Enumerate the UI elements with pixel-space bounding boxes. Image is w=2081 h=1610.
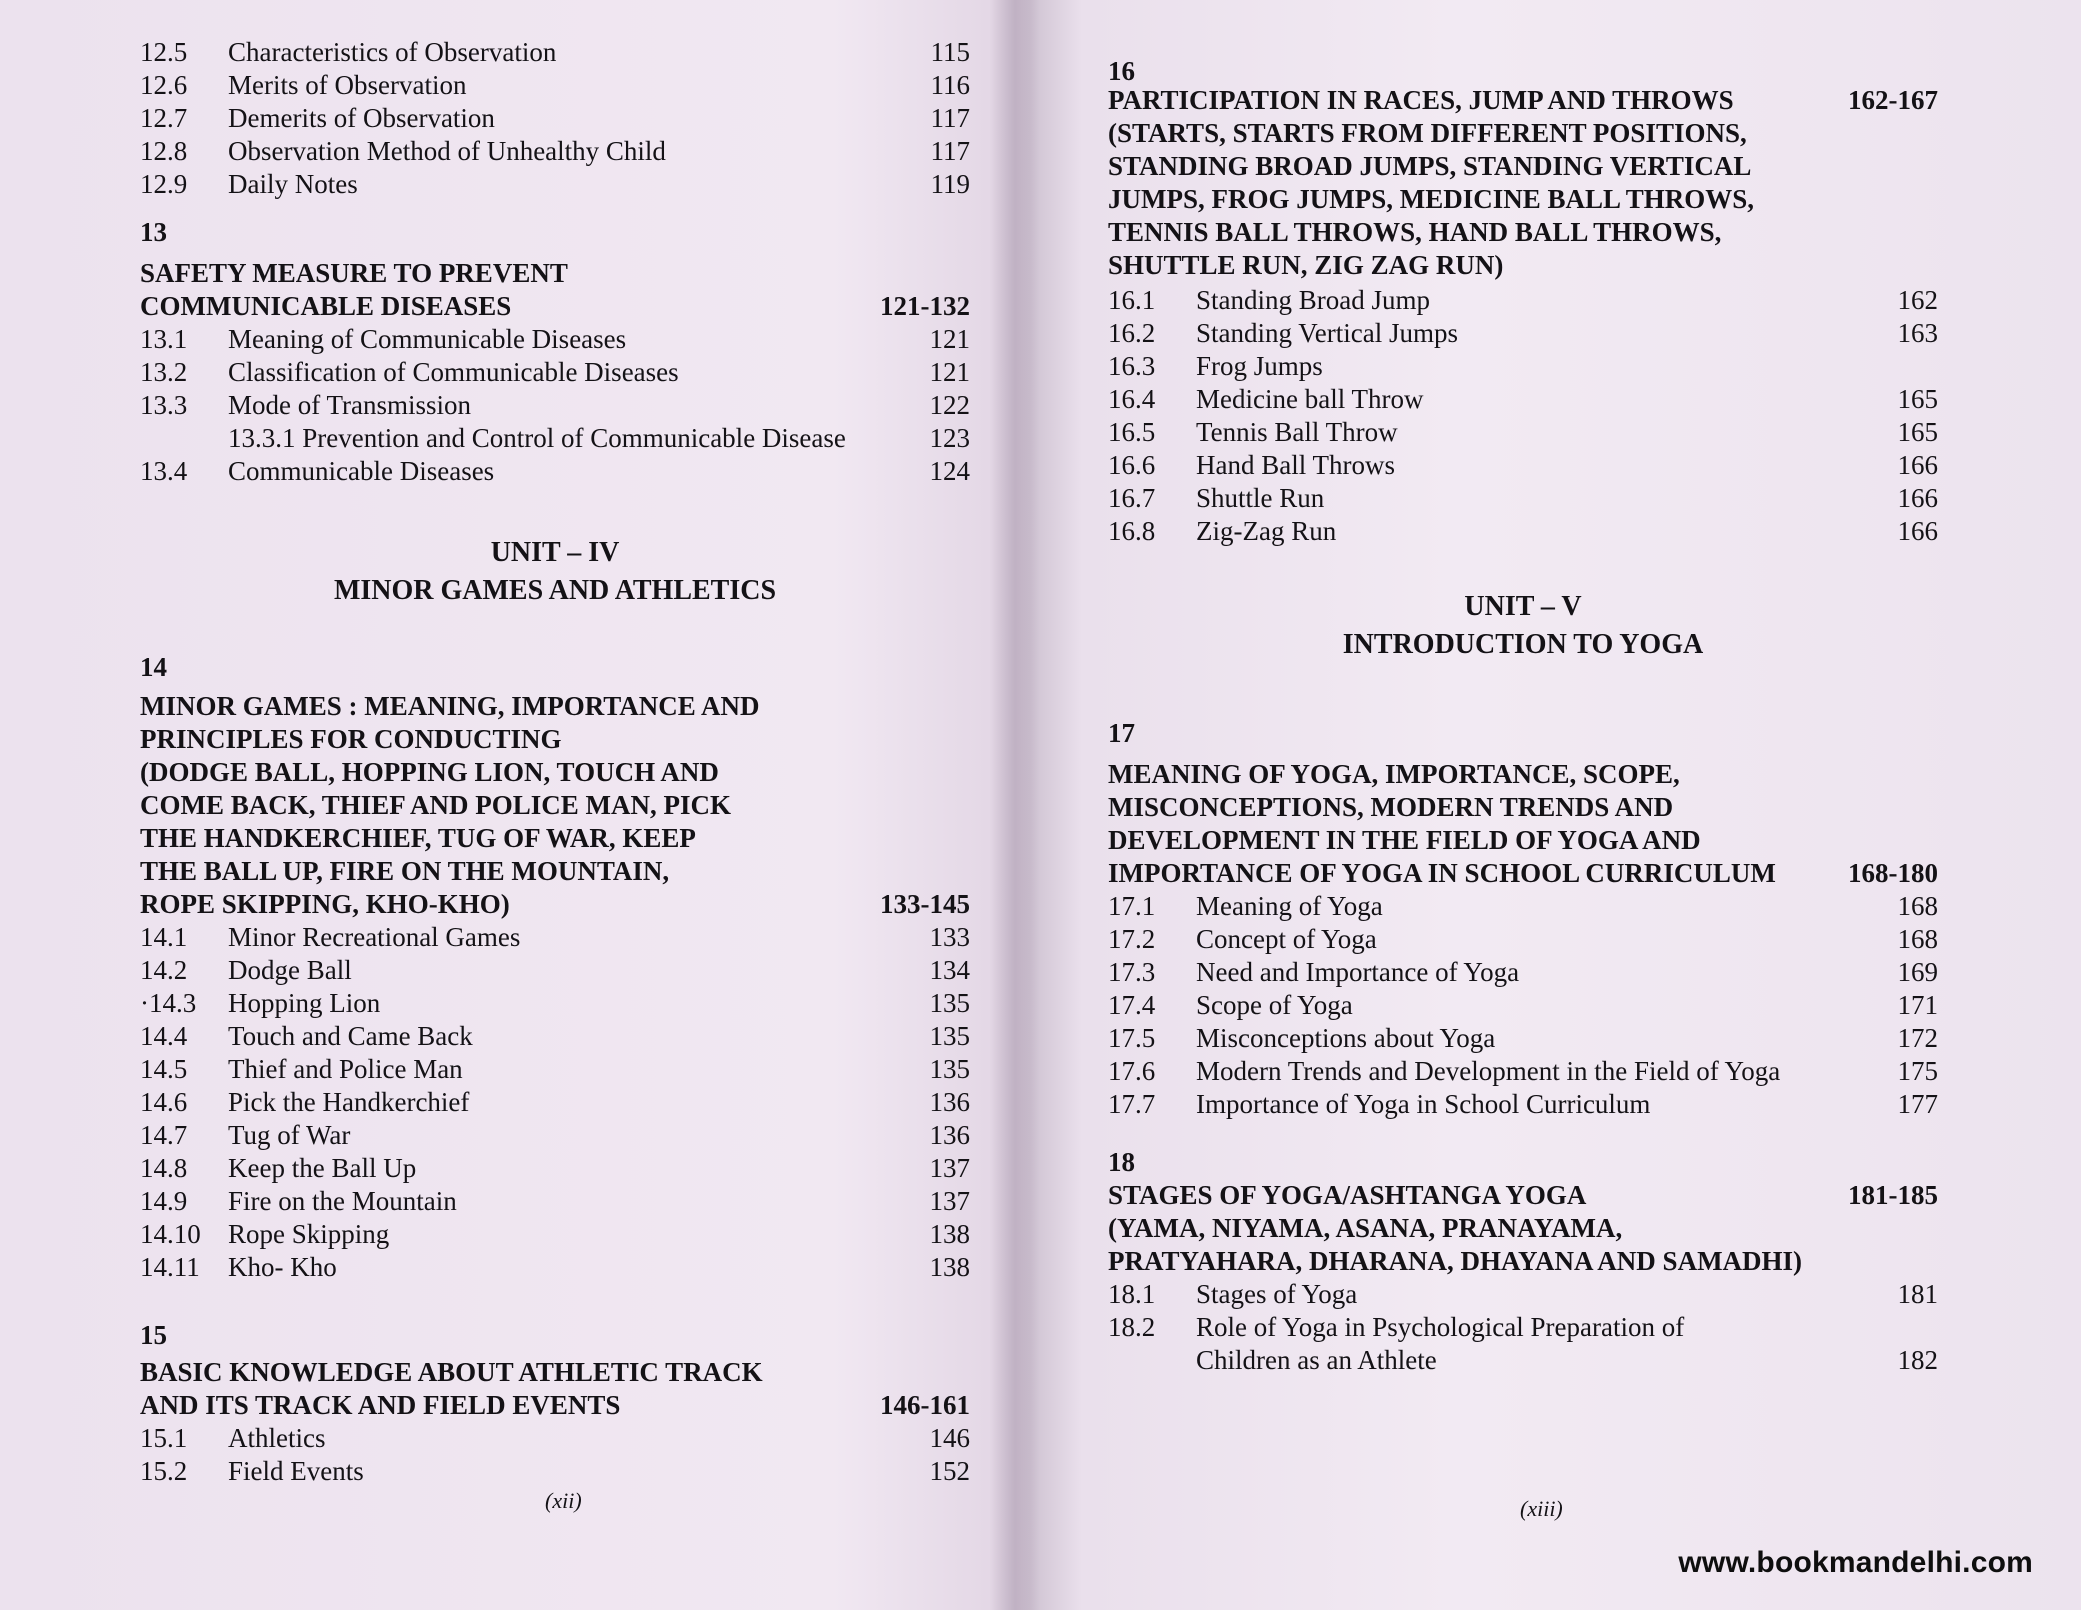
page-number: 162 <box>1897 285 1938 315</box>
toc-entry <box>140 389 970 422</box>
page-number: 135 <box>929 1054 970 1084</box>
toc-entry <box>140 135 970 168</box>
toc-entry <box>140 987 970 1020</box>
section-title: Tennis Ball Throw <box>1196 417 1398 447</box>
chapter-heading-row <box>140 290 970 323</box>
page-number: 168 <box>1897 924 1938 954</box>
chapter-heading-line: (YAMA, NIYAMA, ASANA, PRANAYAMA, <box>1108 1213 1623 1243</box>
section-number: 14.10 <box>140 1219 201 1249</box>
page-number-right: (xiii) <box>1520 1496 1563 1521</box>
page-number: 166 <box>1897 516 1938 546</box>
toc-entry <box>140 455 970 488</box>
section-title: Minor Recreational Games <box>228 922 521 952</box>
toc-entry <box>1108 482 1938 515</box>
toc-entry <box>140 168 970 201</box>
section-number: 18.1 <box>1108 1279 1156 1309</box>
chapter-heading <box>140 1356 970 1389</box>
section-number: 17.4 <box>1108 990 1156 1020</box>
chapter-heading <box>1108 1212 1938 1278</box>
page-number: 124 <box>929 456 970 486</box>
page-number: 175 <box>1897 1056 1938 1086</box>
chapter-heading-line: MINOR GAMES : MEANING, IMPORTANCE AND <box>140 691 760 721</box>
page-number: 172 <box>1897 1023 1938 1053</box>
unit-heading <box>140 534 970 610</box>
toc-entry <box>1108 1278 1938 1311</box>
section-title: Standing Vertical Jumps <box>1196 318 1458 348</box>
page-range: 162-167 <box>1848 85 1938 115</box>
section-title: Medicine ball Throw <box>1196 384 1424 414</box>
page-range: 133-145 <box>880 889 970 919</box>
toc-entry <box>140 1020 970 1053</box>
page-number: 165 <box>1897 384 1938 414</box>
page-number: 122 <box>929 390 970 420</box>
section-title: Role of Yoga in Psychological Preparation of <box>1196 1312 1685 1342</box>
toc-entry <box>1108 1311 1938 1344</box>
section-number: 18.2 <box>1108 1312 1156 1342</box>
section-number: 13.1 <box>140 324 188 354</box>
toc-entry <box>140 954 970 987</box>
chapter-heading-row <box>1108 1179 1938 1212</box>
page-range: 121-132 <box>880 291 970 321</box>
section-number: ·14.3 <box>140 988 197 1018</box>
toc-entry <box>140 1053 970 1086</box>
section-title: Need and Importance of Yoga <box>1196 957 1520 987</box>
section-title: Standing Broad Jump <box>1196 285 1430 315</box>
page-number: 135 <box>929 988 970 1018</box>
chapter-heading-line: STAGES OF YOGA/ASHTANGA YOGA <box>1108 1180 1587 1210</box>
section-title: Keep the Ball Up <box>228 1153 417 1183</box>
chapter-heading-line: ROPE SKIPPING, KHO-KHO) <box>140 889 510 919</box>
page-number: 134 <box>929 955 970 985</box>
toc-entry <box>1108 956 1938 989</box>
chapter-number: 13 <box>140 217 167 247</box>
section-number: 17.6 <box>1108 1056 1156 1086</box>
chapter-heading-line: COMMUNICABLE DISEASES <box>140 291 512 321</box>
section-number: 14.6 <box>140 1087 188 1117</box>
section-16-list <box>1108 284 1938 548</box>
toc-entry <box>1108 1344 1938 1377</box>
section-title: Concept of Yoga <box>1196 924 1377 954</box>
page-range: 168-180 <box>1848 858 1938 888</box>
page-number: 136 <box>929 1120 970 1150</box>
toc-entry <box>1108 383 1938 416</box>
unit-label: UNIT – V <box>1464 591 1582 622</box>
toc-entry <box>140 1218 970 1251</box>
section-number: 17.3 <box>1108 957 1156 987</box>
chapter-heading-line: THE HANDKERCHIEF, TUG OF WAR, KEEP <box>140 823 696 853</box>
section-number: 16.7 <box>1108 483 1156 513</box>
section-title: Scope of Yoga <box>1196 990 1353 1020</box>
book-gutter <box>990 0 1040 1610</box>
toc-entry <box>1108 449 1938 482</box>
page-number: 133 <box>929 922 970 952</box>
toc-entry <box>140 356 970 389</box>
toc-entry <box>140 1422 970 1455</box>
toc-entry <box>1108 1022 1938 1055</box>
page-number: 169 <box>1897 957 1938 987</box>
section-number: 16.8 <box>1108 516 1156 546</box>
section-number: 14.5 <box>140 1054 188 1084</box>
chapter-heading-line: (STARTS, STARTS FROM DIFFERENT POSITIONS, <box>1108 118 1747 148</box>
section-title: Frog Jumps <box>1196 351 1323 381</box>
page-number: 119 <box>930 169 970 199</box>
section-number: 17.1 <box>1108 891 1156 921</box>
section-number: 14.2 <box>140 955 188 985</box>
toc-entry <box>140 69 970 102</box>
unit-heading <box>1108 588 1938 664</box>
page-number: 181 <box>1897 1279 1938 1309</box>
section-15-list <box>140 1422 970 1488</box>
chapter-number: 17 <box>1108 718 1135 748</box>
chapter-number: 14 <box>140 652 167 682</box>
page-number: 117 <box>930 136 970 166</box>
section-number: 14.4 <box>140 1021 188 1051</box>
page-number: 152 <box>929 1456 970 1486</box>
section-number: 12.6 <box>140 70 188 100</box>
page-number: 138 <box>929 1252 970 1282</box>
page-number: 121 <box>929 324 970 354</box>
page-number: 135 <box>929 1021 970 1051</box>
section-number: 12.5 <box>140 37 188 67</box>
section-title: Kho- Kho <box>228 1252 337 1282</box>
right-page <box>1108 58 1938 1377</box>
toc-entry <box>140 921 970 954</box>
section-title: Daily Notes <box>228 169 358 199</box>
section-title: Stages of Yoga <box>1196 1279 1358 1309</box>
section-title: Modern Trends and Development in the Field of Yoga <box>1196 1056 1781 1086</box>
chapter-heading-line: DEVELOPMENT IN THE FIELD OF YOGA AND <box>1108 825 1701 855</box>
section-number: 16.6 <box>1108 450 1156 480</box>
section-number: 12.9 <box>140 169 188 199</box>
section-title: Fire on the Mountain <box>228 1186 457 1216</box>
section-title: Demerits of Observation <box>228 103 495 133</box>
chapter-number: 16 <box>1108 56 1135 86</box>
toc-entry <box>1108 284 1938 317</box>
toc-entry <box>1108 515 1938 548</box>
chapter-heading-line: SAFETY MEASURE TO PREVENT <box>140 258 568 288</box>
page-number: 177 <box>1897 1089 1938 1119</box>
section-title: Importance of Yoga in School Curriculum <box>1196 1089 1651 1119</box>
watermark-url: www.bookmandelhi.com <box>1678 1546 2033 1579</box>
toc-entry <box>1108 416 1938 449</box>
chapter-heading <box>140 257 970 290</box>
page-number: 137 <box>929 1153 970 1183</box>
chapter-heading-row <box>140 888 970 921</box>
section-title: Hand Ball Throws <box>1196 450 1395 480</box>
toc-entry <box>140 323 970 356</box>
left-page <box>140 36 970 1488</box>
section-number: 16.2 <box>1108 318 1156 348</box>
toc-entry <box>1108 1055 1938 1088</box>
toc-entry <box>140 1185 970 1218</box>
section-title: Touch and Came Back <box>228 1021 473 1051</box>
section-title: Tug of War <box>228 1120 351 1150</box>
chapter-heading-line: PRINCIPLES FOR CONDUCTING <box>140 724 562 754</box>
chapter-heading-line: MEANING OF YOGA, IMPORTANCE, SCOPE, <box>1108 759 1680 789</box>
toc-entry <box>1108 317 1938 350</box>
section-title: Pick the Handkerchief <box>228 1087 470 1117</box>
page-number: 182 <box>1897 1345 1938 1375</box>
section-title: Field Events <box>228 1456 364 1486</box>
section-title: Communicable Diseases <box>228 456 495 486</box>
page-number: 146 <box>929 1423 970 1453</box>
page-number: 117 <box>930 103 970 133</box>
section-number: 15.2 <box>140 1456 188 1486</box>
section-title: Misconceptions about Yoga <box>1196 1023 1496 1053</box>
toc-entry <box>140 36 970 69</box>
section-title: Thief and Police Man <box>228 1054 463 1084</box>
chapter-heading <box>140 690 970 888</box>
toc-entry <box>140 1455 970 1488</box>
toc-entry <box>1108 989 1938 1022</box>
section-number: 16.5 <box>1108 417 1156 447</box>
section-number: 12.8 <box>140 136 188 166</box>
chapter-heading-line: THE BALL UP, FIRE ON THE MOUNTAIN, <box>140 856 670 886</box>
page-number: 165 <box>1897 417 1938 447</box>
chapter-heading-line: MISCONCEPTIONS, MODERN TRENDS AND <box>1108 792 1674 822</box>
chapter-heading-line: SHUTTLE RUN, ZIG ZAG RUN) <box>1108 250 1504 280</box>
toc-entry <box>1108 1088 1938 1121</box>
chapter-heading-line: PARTICIPATION IN RACES, JUMP AND THROWS <box>1108 85 1734 115</box>
page-number: 137 <box>929 1186 970 1216</box>
page-range: 181-185 <box>1848 1180 1938 1210</box>
section-number: 12.7 <box>140 103 188 133</box>
chapter-heading-line: IMPORTANCE OF YOGA IN SCHOOL CURRICULUM <box>1108 858 1776 888</box>
toc-entry <box>1108 923 1938 956</box>
chapter-heading-line: JUMPS, FROG JUMPS, MEDICINE BALL THROWS, <box>1108 184 1755 214</box>
section-17-list <box>1108 890 1938 1121</box>
unit-title: MINOR GAMES AND ATHLETICS <box>333 575 777 606</box>
section-title: Meaning of Communicable Diseases <box>228 324 627 354</box>
chapter-heading-line: COME BACK, THIEF AND POLICE MAN, PICK <box>140 790 732 820</box>
section-title: Characteristics of Observation <box>228 37 557 67</box>
section-number: 16.3 <box>1108 351 1156 381</box>
section-12-continued <box>140 36 970 201</box>
toc-entry <box>140 1152 970 1185</box>
chapter-heading-row <box>140 1389 970 1422</box>
chapter-heading-line: AND ITS TRACK AND FIELD EVENTS <box>140 1390 621 1420</box>
section-title: Hopping Lion <box>228 988 381 1018</box>
section-number: 17.7 <box>1108 1089 1156 1119</box>
page-number: 163 <box>1897 318 1938 348</box>
toc-entry <box>140 1086 970 1119</box>
section-14-list <box>140 921 970 1284</box>
section-title: Zig-Zag Run <box>1196 516 1337 546</box>
section-title: Shuttle Run <box>1196 483 1325 513</box>
chapter-heading-line: TENNIS BALL THROWS, HAND BALL THROWS, <box>1108 217 1722 247</box>
section-title: 13.3.1 Prevention and Control of Communicable Disease <box>228 423 846 453</box>
page-number: 121 <box>929 357 970 387</box>
chapter-heading-line: STANDING BROAD JUMPS, STANDING VERTICAL <box>1108 151 1752 181</box>
section-18-list <box>1108 1278 1938 1377</box>
toc-entry <box>140 102 970 135</box>
section-number: 17.2 <box>1108 924 1156 954</box>
page-number: 171 <box>1897 990 1938 1020</box>
page-number: 115 <box>930 37 970 67</box>
toc-entry <box>1108 350 1938 383</box>
section-title: Mode of Transmission <box>228 390 472 420</box>
section-number: 13.3 <box>140 390 188 420</box>
chapter-heading-line: (DODGE BALL, HOPPING LION, TOUCH AND <box>140 757 719 787</box>
chapter-heading-row <box>1108 84 1938 117</box>
unit-title: INTRODUCTION TO YOGA <box>1342 629 1704 660</box>
chapter-heading-line: PRATYAHARA, DHARANA, DHAYANA AND SAMADHI) <box>1108 1246 1803 1276</box>
page-number: 116 <box>930 70 970 100</box>
page-number: 136 <box>929 1087 970 1117</box>
section-title: Dodge Ball <box>228 955 352 985</box>
page-number: 166 <box>1897 483 1938 513</box>
toc-entry <box>140 1251 970 1284</box>
page-number: 166 <box>1897 450 1938 480</box>
section-13-list <box>140 323 970 488</box>
section-number: 14.8 <box>140 1153 188 1183</box>
unit-label: UNIT – IV <box>490 537 620 568</box>
section-number: 13.2 <box>140 357 188 387</box>
section-number: 13.4 <box>140 456 188 486</box>
section-number: 17.5 <box>1108 1023 1156 1053</box>
section-number: 16.4 <box>1108 384 1156 414</box>
section-title: Classification of Communicable Diseases <box>228 357 679 387</box>
chapter-number: 15 <box>140 1320 167 1350</box>
toc-entry <box>140 422 970 455</box>
chapter-heading-line: BASIC KNOWLEDGE ABOUT ATHLETIC TRACK <box>140 1357 763 1387</box>
section-title: Children as an Athlete <box>1196 1345 1437 1375</box>
chapter-heading-row <box>1108 857 1938 890</box>
page-number: 123 <box>929 423 970 453</box>
chapter-number: 18 <box>1108 1147 1135 1177</box>
section-number: 14.1 <box>140 922 188 952</box>
section-title: Merits of Observation <box>228 70 467 100</box>
section-number: 15.1 <box>140 1423 188 1453</box>
section-number: 14.11 <box>140 1252 200 1282</box>
section-title: Meaning of Yoga <box>1196 891 1383 921</box>
chapter-heading <box>1108 758 1938 857</box>
page-number-left: (xii) <box>545 1488 582 1513</box>
section-title: Rope Skipping <box>228 1219 390 1249</box>
chapter-heading <box>1108 117 1938 282</box>
toc-entry <box>1108 890 1938 923</box>
section-number: 14.7 <box>140 1120 188 1150</box>
toc-entry <box>140 1119 970 1152</box>
section-title: Observation Method of Unhealthy Child <box>228 136 666 166</box>
page-number: 168 <box>1897 891 1938 921</box>
section-number: 14.9 <box>140 1186 188 1216</box>
section-title: Athletics <box>228 1423 326 1453</box>
page-range: 146-161 <box>880 1390 970 1420</box>
section-number: 16.1 <box>1108 285 1156 315</box>
page-number: 138 <box>929 1219 970 1249</box>
